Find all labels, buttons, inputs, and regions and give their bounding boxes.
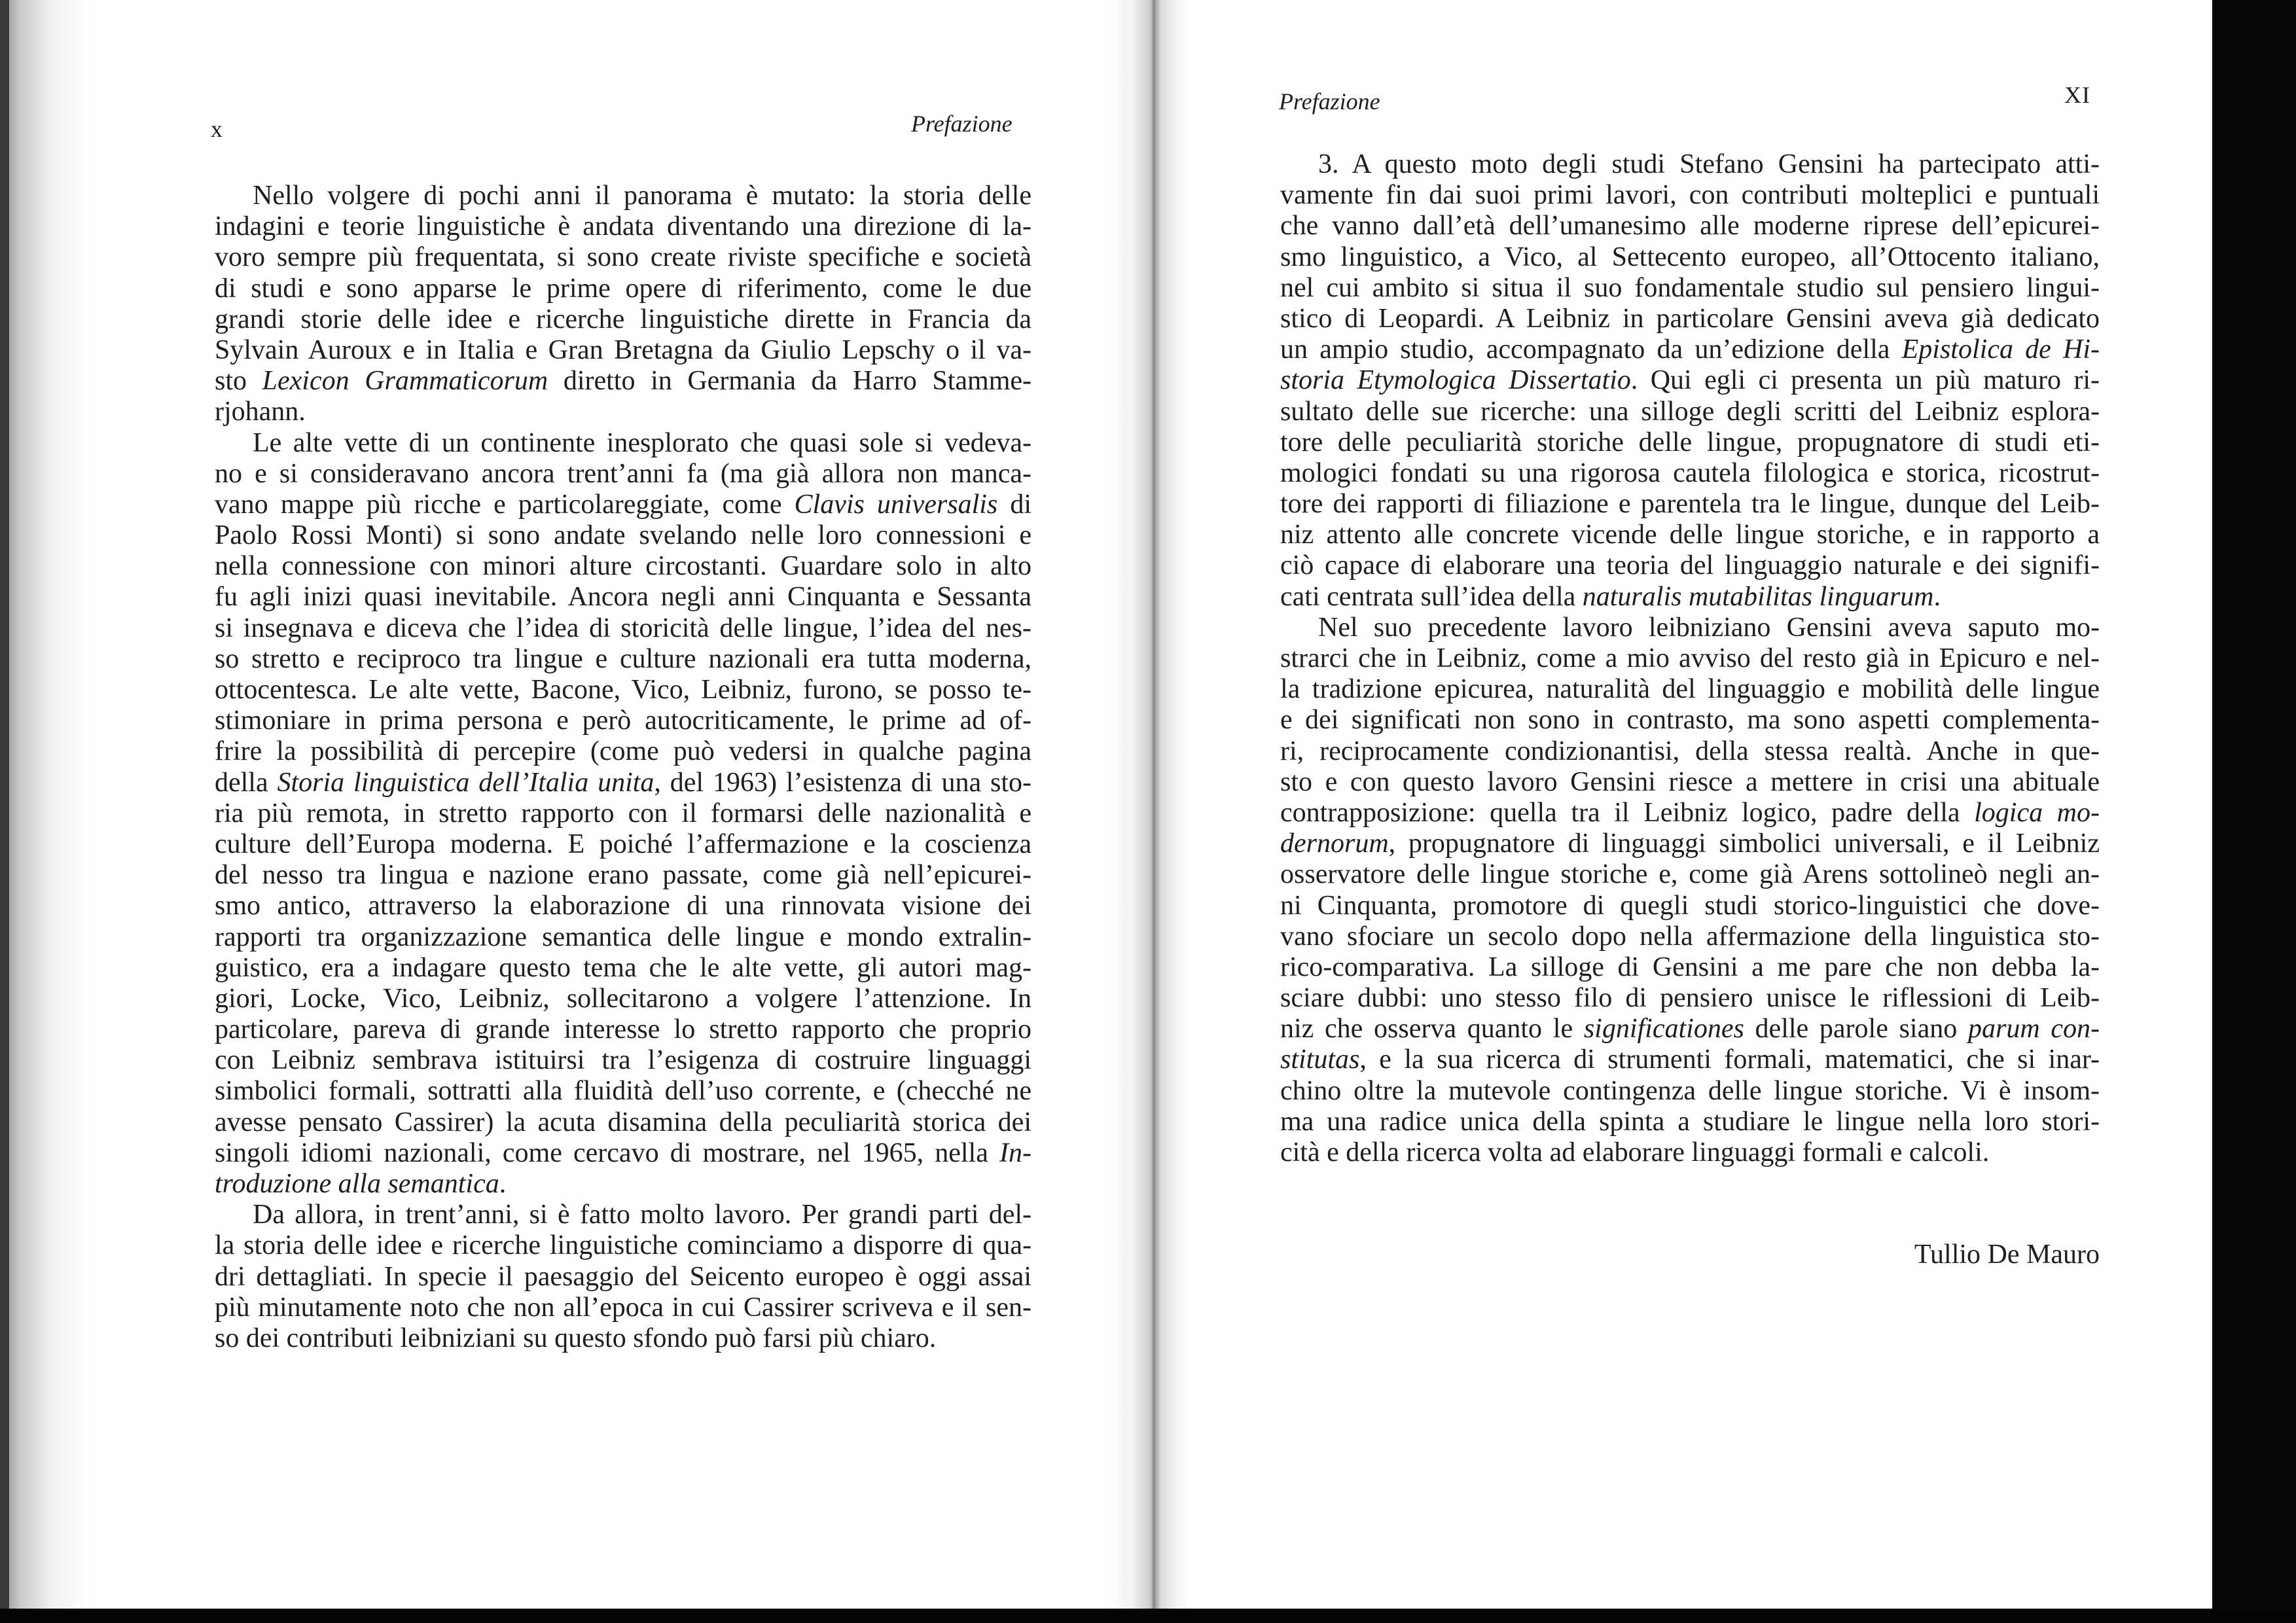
text-line: ria più remota, in stretto rapporto con il formarsi delle nazionalità e bbox=[215, 798, 1031, 829]
text-line: nel cui ambito si situa il suo fondamentale studio sul pensiero lingui- bbox=[1280, 272, 2100, 303]
italic-title: Lexicon Grammaticorum bbox=[262, 366, 548, 397]
text-line: la tradizione epicurea, naturalità del linguaggio e mobilità delle lingue bbox=[1280, 674, 2100, 705]
text-line: culture dell’Europa moderna. E poiché l’affermazione e la coscienza bbox=[215, 829, 1031, 859]
text-line: frire la possibilità di percepire (come può vedersi in qualche pagina bbox=[215, 736, 1031, 767]
text-line: ottocentesca. Le alte vette, Bacone, Vico, Leibniz, furono, se posso te- bbox=[215, 675, 1031, 705]
text-line: indagini e teorie linguistiche è andata diventando una direzione di la- bbox=[215, 211, 1031, 242]
text-line: Nello volgere di pochi anni il panorama è mutato: la storia delle bbox=[253, 181, 1031, 211]
text-line: 3. A questo moto degli studi Stefano Gensini ha partecipato atti- bbox=[1318, 149, 2100, 179]
text-line: tore delle peculiarità storiche delle lingue, propugnatore di studi eti- bbox=[1280, 427, 2100, 457]
text-line: Da allora, in trent’anni, si è fatto molto lavoro. Per grandi parti del- bbox=[253, 1200, 1031, 1230]
text-line: strarci che in Leibniz, come a mio avviso del resto già in Epicuro e nel- bbox=[1280, 643, 2100, 673]
text-line bbox=[215, 1169, 1031, 1200]
italic-title: Epistolica de Hi- bbox=[1901, 334, 2100, 365]
text-line: vamente fin dai suoi primi lavori, con contributi molteplici e puntuali bbox=[1280, 180, 2100, 211]
scan-background bbox=[2212, 0, 2296, 1623]
text-line: rico-comparativa. La silloge di Gensini a me pare che non debba la- bbox=[1280, 952, 2100, 982]
body-text bbox=[215, 181, 1031, 1354]
text-run: vano mappe più ricche e particolareggiate, come bbox=[215, 489, 795, 520]
text-line: voro sempre più frequentata, si sono create riviste specifiche e società bbox=[215, 242, 1031, 273]
text-line: ri, reciprocamente condizionantisi, della stessa realtà. Anche in que- bbox=[1280, 736, 2100, 766]
text-line bbox=[215, 768, 1031, 798]
text-line: stico di Leopardi. A Leibniz in particolare Gensini aveva già dedicato bbox=[1280, 303, 2100, 334]
text-line: avesse pensato Cassirer) la acuta disamina della peculiarità storica dei bbox=[215, 1107, 1031, 1137]
text-run: , propugnatore di linguaggi simbolici universali, e il Leibniz bbox=[1388, 829, 2100, 859]
text-line: cità e della ricerca volta ad elaborare linguaggi formali e calcoli. bbox=[1280, 1137, 1990, 1168]
text-line: smo antico, attraverso la elaborazione di una rinnovata visione dei bbox=[215, 891, 1031, 921]
text-run: . Qui egli ci presenta un più maturo ri- bbox=[1630, 365, 2100, 396]
text-line bbox=[1280, 1014, 2100, 1044]
text-line bbox=[1280, 365, 2100, 396]
text-line: dri dettagliati. In specie il paesaggio del Seicento europeo è oggi assai bbox=[215, 1261, 1031, 1292]
text-line: ni Cinquanta, promotore di quegli studi storico-linguistici che dove- bbox=[1280, 890, 2100, 921]
italic-title: logica mo- bbox=[1974, 797, 2100, 828]
text-line: nella connessione con minori alture circostanti. Guardare solo in alto bbox=[215, 551, 1031, 582]
text-run: un ampio studio, accompagnato da un’edizione della bbox=[1280, 334, 1902, 365]
page-number: x bbox=[211, 116, 223, 142]
running-head: Prefazione bbox=[1279, 88, 1380, 115]
gutter-fold bbox=[1153, 0, 1155, 1609]
author-signature: Tullio De Mauro bbox=[1914, 1240, 2100, 1270]
text-line: mologici fondati su una rigorosa cautela filologica e storica, ricostrut- bbox=[1280, 457, 2100, 488]
italic-title: naturalis mutabilitas linguarum bbox=[1582, 581, 1934, 612]
text-line: Nel suo precedente lavoro leibniziano Gensini aveva saputo mo- bbox=[1318, 612, 2100, 643]
text-line: niz attento alle concrete vicende delle lingue storiche, e in rapporto a bbox=[1280, 520, 2100, 550]
text-run: singoli idiomi nazionali, come cercavo di mostrare, nel 1965, nella bbox=[215, 1137, 1000, 1168]
text-line: osservatore delle lingue storiche e, come già Arens sottolineò negli an- bbox=[1280, 859, 2100, 890]
text-line: si insegnava e diceva che l’idea di storicità delle lingue, l’idea del nes- bbox=[215, 613, 1031, 643]
text-run: . bbox=[1933, 581, 1941, 612]
text-line bbox=[1280, 798, 2100, 829]
text-line: stimoniare in prima persona e però autocriticamente, le prime ad of- bbox=[215, 705, 1031, 736]
text-line: la storia delle idee e ricerche linguistiche cominciamo a disporre di qua- bbox=[215, 1230, 1031, 1261]
italic-title: Clavis universalis bbox=[794, 489, 998, 520]
text-line bbox=[215, 366, 1031, 397]
text-line bbox=[1280, 1044, 2100, 1075]
text-line: simbolici formali, sottratti alla fluidità dell’uso corrente, e (checché ne bbox=[215, 1076, 1031, 1107]
text-run: delle parole siano bbox=[1744, 1014, 1968, 1044]
text-line bbox=[215, 490, 1031, 520]
text-line: sultato delle sue ricerche: una silloge degli scritti del Leibniz esplora- bbox=[1280, 396, 2100, 427]
text-line: fu agli inizi quasi inevitabile. Ancora negli anni Cinquanta e Sessanta bbox=[215, 582, 1031, 613]
text-line: e dei significati non sono in contrasto, ma sono aspetti complementa- bbox=[1280, 705, 2100, 736]
italic-title: In- bbox=[999, 1137, 1031, 1168]
text-line: so dei contributi leibniziani su questo sfondo può farsi più chiaro. bbox=[215, 1323, 937, 1353]
text-run: , del 1963) l’esistenza di una sto- bbox=[654, 767, 1032, 798]
text-run: . bbox=[499, 1169, 507, 1199]
text-line: giori, Locke, Vico, Leibniz, sollecitarono a volgere l’attenzione. In bbox=[215, 983, 1031, 1014]
running-head: Prefazione bbox=[911, 111, 1013, 137]
text-line: vano sfociare un secolo dopo nella affermazione della linguistica sto- bbox=[1280, 921, 2100, 952]
text-line: so stretto e reciproco tra lingue e culture nazionali era tutta moderna, bbox=[215, 643, 1031, 674]
text-run: cati centrata sull’idea della bbox=[1280, 581, 1583, 612]
scan-background bbox=[0, 1609, 2296, 1623]
text-line: sto e con questo lavoro Gensini riesce a mettere in crisi una abituale bbox=[1280, 766, 2100, 797]
italic-title: significationes bbox=[1583, 1014, 1744, 1044]
left-page bbox=[0, 0, 1152, 1609]
text-line: Le alte vette di un continente inesplorato che quasi sole si vedeva- bbox=[253, 427, 1031, 458]
text-line bbox=[215, 1138, 1031, 1169]
text-line: che vanno dall’età dell’umanesimo alle moderne riprese dell’epicurei- bbox=[1280, 211, 2100, 241]
text-line bbox=[1280, 829, 2100, 859]
text-line bbox=[1280, 334, 2100, 365]
italic-title: Storia linguistica dell’Italia unita bbox=[277, 767, 655, 798]
italic-title: storia Etymologica Dissertatio bbox=[1280, 365, 1631, 396]
text-line: più minutamente noto che non all’epoca in cui Cassirer scriveva e il sen- bbox=[215, 1292, 1031, 1323]
text-run: sto bbox=[215, 366, 262, 397]
right-page bbox=[1156, 0, 2212, 1609]
text-line: con Leibniz sembrava istituirsi tra l’esigenza di costruire linguaggi bbox=[215, 1045, 1031, 1076]
text-line: guistico, era a indagare questo tema che le alte vette, gli autori mag- bbox=[215, 952, 1031, 983]
text-line: ma una radice unica della spinta a studiare le lingue nella loro stori- bbox=[1280, 1106, 2100, 1137]
text-line: chino oltre la mutevole contingenza delle lingue storiche. Vi è insom- bbox=[1280, 1075, 2100, 1106]
text-line bbox=[1280, 582, 2100, 613]
page-number: XI bbox=[2064, 82, 2090, 108]
text-line: grandi storie delle idee e ricerche linguistiche dirette in Francia da bbox=[215, 304, 1031, 334]
italic-title: parum con- bbox=[1967, 1014, 2100, 1044]
text-line: Sylvain Auroux e in Italia e Gran Bretagna da Giulio Lepschy o il va- bbox=[215, 334, 1031, 365]
text-run: niz che osserva quanto le bbox=[1280, 1014, 1584, 1044]
text-run: , e la sua ricerca di strumenti formali, matematici, che si inar- bbox=[1359, 1044, 2100, 1075]
text-line: particolare, pareva di grande interesse lo stretto rapporto che proprio bbox=[215, 1014, 1031, 1045]
text-line: sciare dubbi: uno stesso filo di pensiero unisce le riflessioni di Leib- bbox=[1280, 983, 2100, 1014]
text-line: ciò capace di elaborare una teoria del linguaggio naturale e dei signifi- bbox=[1280, 550, 2100, 581]
italic-title: dernorum bbox=[1280, 829, 1389, 859]
italic-title: troduzione alla semantica bbox=[215, 1169, 499, 1199]
italic-title: stitutas bbox=[1280, 1044, 1360, 1075]
text-run: diretto in Germania da Harro Stamme- bbox=[548, 366, 1031, 397]
text-line: rjohann. bbox=[215, 397, 306, 427]
text-line: smo linguistico, a Vico, al Settecento europeo, all’Ottocento italiano, bbox=[1280, 241, 2100, 272]
body-text bbox=[1280, 149, 2100, 1168]
text-line: tore dei rapporti di filiazione e parentela tra le lingue, dunque del Leib- bbox=[1280, 489, 2100, 520]
signature-block bbox=[1280, 1240, 2100, 1270]
text-line: Paolo Rossi Monti) si sono andate svelando nelle loro connessioni e bbox=[215, 520, 1031, 551]
text-line: no e si consideravano ancora trent’anni fa (ma già allora non manca- bbox=[215, 458, 1031, 489]
text-line: del nesso tra lingua e nazione erano passate, come già nell’epicurei- bbox=[215, 860, 1031, 891]
text-run: di bbox=[997, 489, 1031, 520]
text-run: della bbox=[215, 767, 278, 798]
text-line: rapporti tra organizzazione semantica delle lingue e mondo extralin- bbox=[215, 921, 1031, 952]
text-line: di studi e sono apparse le prime opere di riferimento, come le due bbox=[215, 273, 1031, 304]
text-run: contrapposizione: quella tra il Leibniz logico, padre della bbox=[1280, 797, 1975, 828]
